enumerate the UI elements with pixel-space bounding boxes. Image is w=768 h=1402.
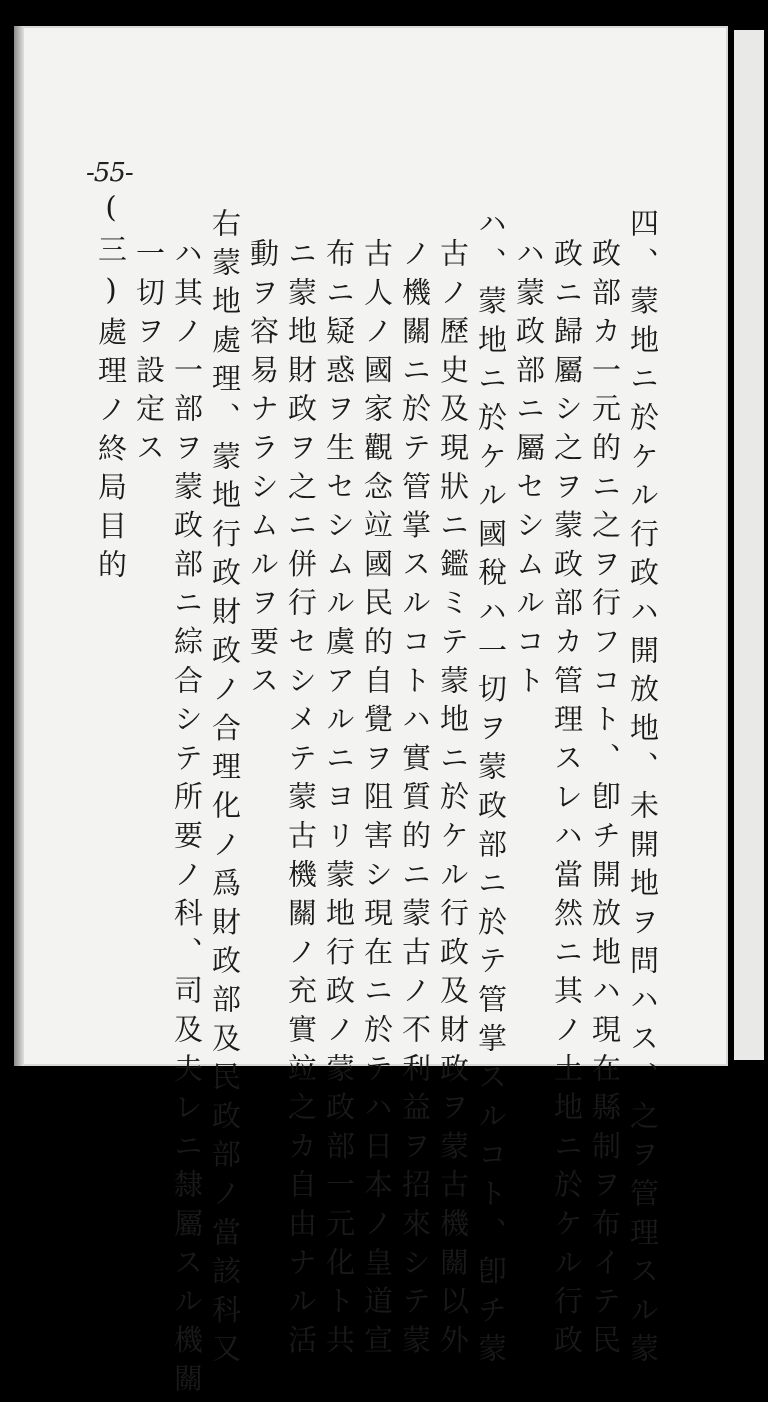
text-column: 布ニ疑惑ヲ生セシムル虞アルニヨリ蒙地行政ノ蒙政部一元化ト共	[322, 238, 356, 1364]
text-column: 古ノ歷史及現狀ニ鑑ミテ蒙地ニ於ケル行政及財政ヲ蒙古機關以外	[436, 238, 470, 1364]
page-number: -55-	[86, 158, 133, 188]
text-column: 政部カ一元的ニ之ヲ行フコト、卽チ開放地ハ現在縣制ヲ布イテ民	[588, 238, 622, 1364]
text-column: 四、蒙地ニ於ケル行政ハ開放地、未開地ヲ問ハス、之ヲ管理スル蒙	[626, 208, 660, 1372]
adjacent-page-edge	[734, 30, 764, 1060]
text-column: ハ、蒙地ニ於ケル國稅ハ一切ヲ蒙政部ニ於テ管掌スルコト、卽チ蒙	[474, 208, 508, 1372]
text-column: 動ヲ容易ナラシムルヲ要ス	[246, 238, 280, 704]
text-column: ハ蒙政部ニ屬セシムルコト	[512, 238, 546, 704]
text-column: ニ蒙地財政ヲ之ニ併行セシメテ蒙古機關ノ充實竝之カ自由ナル活	[284, 238, 318, 1364]
text-column: 一切ヲ設定ス	[132, 238, 166, 471]
text-column: ハ其ノ一部ヲ蒙政部ニ綜合シテ所要ノ科、司及夫レニ隸屬スル機關	[170, 238, 204, 1402]
text-column: ノ機關ニ於テ管掌スルコトハ實質的ニ蒙古ノ不利益ヲ招來シテ蒙	[398, 238, 432, 1364]
text-column: 政ニ歸屬シ之ヲ蒙政部カ管理スレハ當然ニ其ノ土地ニ於ケル行政	[550, 238, 584, 1364]
text-column: 右蒙地處理、蒙地行政財政ノ合理化ノ爲財政部及民政部ノ當該科又	[208, 208, 242, 1372]
text-column: 古人ノ國家觀念竝國民的自覺ヲ阻害シ現在ニ於テハ日本ノ皇道宣	[360, 238, 394, 1364]
section-heading: (三)處理ノ終局目的	[94, 190, 128, 588]
